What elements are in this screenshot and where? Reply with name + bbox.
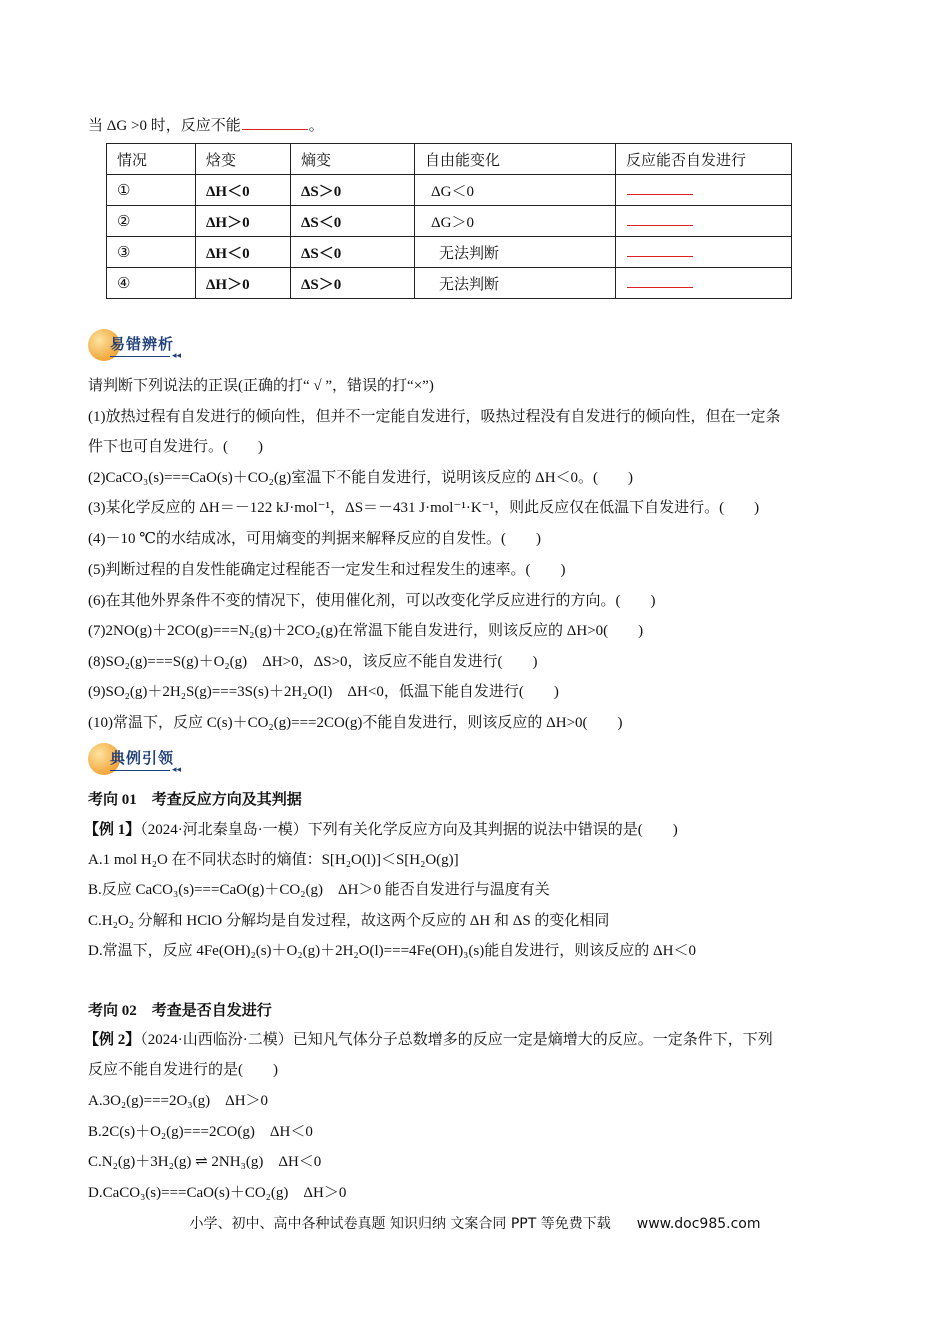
- badge-arrow-icon: ◂◂: [172, 351, 182, 361]
- dg-cell: 无法判断: [415, 237, 616, 268]
- spontaneity-table: [106, 143, 792, 299]
- case-cell: ④: [107, 268, 196, 299]
- option-line: D.常温下，反应 4Fe(OH)₂(s)＋O₂(g)＋2H₂O(l)===4Fe(OH)₃(s)能自发进行，则该反应的 ΔH＜0: [88, 943, 696, 959]
- table-header: 焓变: [196, 144, 291, 175]
- dh-cell: ΔH＜0: [196, 237, 291, 268]
- table-row: [107, 268, 792, 299]
- dh-cell: ΔH＞0: [196, 268, 291, 299]
- judge-item: (2)CaCO₃(s)===CaO(s)＋CO₂(g)室温下不能自发进行，说明该反应的 ΔH＜0。( ): [88, 470, 634, 486]
- case-cell: ②: [107, 206, 196, 237]
- option-line: B.反应 CaCO₃(s)===CaO(g)＋CO₂(g) ΔH＞0 能否自发进行与温度有关: [88, 882, 550, 898]
- direction-title: 考向 01 考查反应方向及其判据: [88, 792, 302, 808]
- judge-item: (7)2NO(g)＋2CO(g)===N₂(g)＋2CO₂(g)在常温下能自发进行，则该反应的 ΔH>0( ): [88, 623, 644, 639]
- option-line: C.H₂O₂ 分解和 HClO 分解均是自发过程，故这两个反应的 ΔH 和 ΔS 的变化相同: [88, 913, 610, 929]
- judge-item: (4)－10 ℃的水结成冰，可用熵变的判据来解释反应的自发性。( ): [88, 531, 542, 547]
- footer-text: 小学、初中、高中各种试卷真题 知识归纳 文案合同 PPT 等免费下载: [189, 1216, 611, 1232]
- ds-cell: ΔS＜0: [291, 206, 415, 237]
- example-stem-continued: 反应不能自发进行的是( ): [88, 1062, 278, 1078]
- judge-item: (5)判断过程的自发性能确定过程能否一定发生和过程发生的速率。( ): [88, 562, 566, 578]
- dg-cell: ΔG＞0: [415, 206, 616, 237]
- answer-blank[interactable]: [242, 115, 308, 130]
- intro-end: 。: [308, 118, 324, 134]
- judge-item: (3)某化学反应的 ΔH＝－122 kJ·mol⁻¹，ΔS＝－431 J·mol⁻¹·K⁻¹，则此反应仅在低温下自发进行。( ): [88, 500, 760, 516]
- page-footer: [0, 1213, 950, 1233]
- option-line: C.N₂(g)＋3H₂(g) ⇌ 2NH₃(g) ΔH＜0: [88, 1154, 322, 1170]
- judge-instruction: 请判断下列说法的正误(正确的打“ √ ”，错误的打“×”): [88, 378, 434, 394]
- example-line: [84, 820, 678, 840]
- dh-cell: ΔH＞0: [196, 206, 291, 237]
- option-line: A.1 mol H₂O 在不同状态时的熵值：S[H₂O(l)]＜S[H₂O(g)]: [88, 852, 459, 868]
- example-tag: 【例 1】: [84, 822, 141, 838]
- option-line: D.CaCO₃(s)===CaO(s)＋CO₂(g) ΔH＞0: [88, 1185, 347, 1201]
- example-line: [84, 1030, 773, 1050]
- dh-cell: ΔH＜0: [196, 175, 291, 206]
- answer-blank[interactable]: [627, 180, 693, 195]
- example-tag: 【例 2】: [84, 1032, 141, 1048]
- section-badge-examples: [88, 741, 188, 779]
- badge-arrow-icon: ◂◂: [172, 765, 182, 775]
- badge-underline: [110, 356, 170, 357]
- judge-item: 件下也可自发进行。( ): [88, 439, 263, 455]
- dg-cell: 无法判断: [415, 268, 616, 299]
- option-line: A.3O₂(g)===2O₃(g) ΔH＞0: [88, 1093, 269, 1109]
- example-stem: （2024·河北秦皇岛·一模）下列有关化学反应方向及其判据的说法中错误的是( ): [140, 822, 678, 838]
- direction-title: 考向 02 考查是否自发进行: [88, 1003, 272, 1019]
- table-header-row: [107, 144, 792, 175]
- table-row: [107, 237, 792, 268]
- footer-link[interactable]: www.doc985.com: [636, 1216, 761, 1232]
- answer-cell: [616, 237, 792, 268]
- answer-cell: [616, 175, 792, 206]
- badge-label: 典例引领: [110, 750, 175, 767]
- intro-line: [88, 115, 324, 136]
- answer-blank[interactable]: [627, 242, 693, 257]
- dg-cell: ΔG＜0: [415, 175, 616, 206]
- judge-item: (6)在其他外界条件不变的情况下，使用催化剂，可以改变化学反应进行的方向。( ): [88, 593, 656, 609]
- example-stem: （2024·山西临汾·二模）已知凡气体分子总数增多的反应一定是熵增大的反应。一定条件下，下列: [140, 1032, 773, 1048]
- answer-blank[interactable]: [627, 211, 693, 226]
- ds-cell: ΔS＜0: [291, 237, 415, 268]
- case-cell: ③: [107, 237, 196, 268]
- judge-item: (9)SO₂(g)＋2H₂S(g)===3S(s)＋2H₂O(l) ΔH<0，低温下能自发进行( ): [88, 684, 559, 700]
- answer-cell: [616, 268, 792, 299]
- judge-item: (10)常温下，反应 C(s)＋CO₂(g)===2CO(g)不能自发进行，则该反应的 ΔH>0( ): [88, 715, 623, 731]
- ds-cell: ΔS＞0: [291, 268, 415, 299]
- badge-underline: [110, 770, 170, 771]
- judge-item: (8)SO₂(g)===S(g)＋O₂(g) ΔH>0，ΔS>0，该反应不能自发进行( ): [88, 654, 538, 670]
- answer-cell: [616, 206, 792, 237]
- judge-item: (1)放热过程有自发进行的倾向性，但并不一定能自发进行，吸热过程没有自发进行的倾向性，但在一定条: [88, 409, 781, 425]
- table-header: 情况: [107, 144, 196, 175]
- answer-blank[interactable]: [627, 273, 693, 288]
- case-cell: ①: [107, 175, 196, 206]
- option-line: B.2C(s)＋O₂(g)===2CO(g) ΔH＜0: [88, 1124, 313, 1140]
- badge-label: 易错辨析: [110, 336, 175, 353]
- table-header: 自由能变化: [415, 144, 616, 175]
- table-header: 反应能否自发进行: [616, 144, 792, 175]
- table-row: [107, 175, 792, 206]
- table-header: 熵变: [291, 144, 415, 175]
- table-row: [107, 206, 792, 237]
- intro-text: 当 ΔG >0 时，反应不能: [88, 118, 241, 134]
- section-badge-mistakes: [88, 327, 188, 365]
- ds-cell: ΔS＞0: [291, 175, 415, 206]
